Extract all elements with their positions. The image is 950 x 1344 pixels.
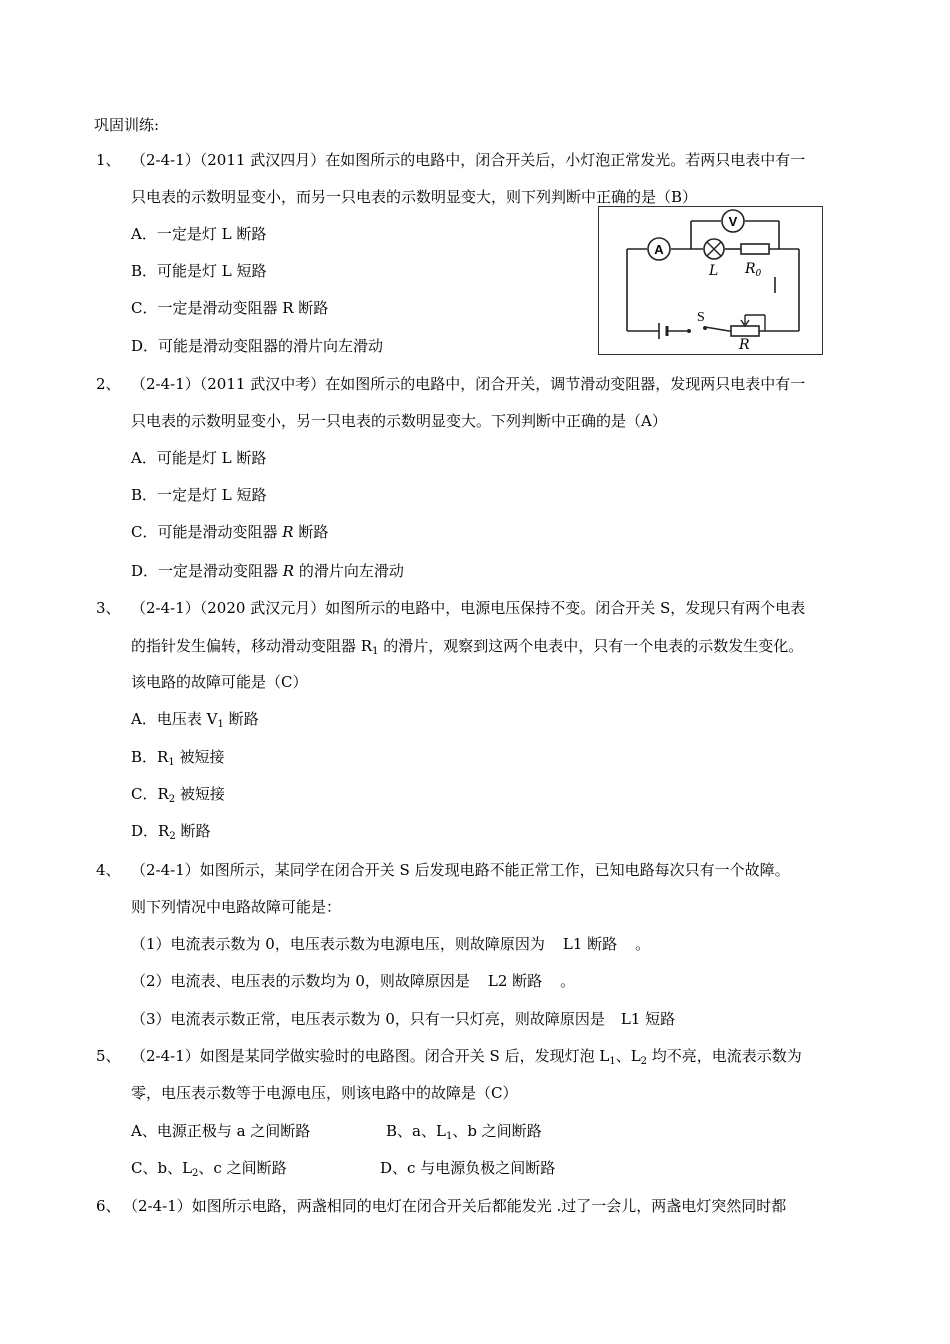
q2-option-d: D．一定是滑动变阻器 R 的滑片向左滑动 (131, 562, 404, 580)
q1-circuit-figure (598, 206, 823, 355)
rheostat-label: R (739, 337, 750, 353)
q5-stem-line1: （2-4-1）如图是某同学做实验时的电路图。闭合开关 S 后，发现灯泡 $L_1$、$L_2$ 均不亮，电流表示数为 (131, 1047, 802, 1067)
q5-option-d: D、c 与电源负极之间断路 (380, 1159, 556, 1177)
q6-number: 6、 (96, 1197, 121, 1215)
q1-number: 1、 (96, 151, 121, 169)
voltmeter-icon (722, 210, 744, 232)
q3-option-c: C．$R_2$ 被短接 (131, 785, 225, 805)
switch-label: S (697, 310, 705, 325)
section-title: 巩固训练: (94, 116, 160, 134)
q3-option-b: B．$R_1$ 被短接 (131, 748, 225, 768)
switch-contact-icon (687, 329, 691, 333)
q3-number: 3、 (96, 599, 121, 617)
q3-option-d: D．$R_2$ 断路 (131, 822, 211, 842)
q2-option-b: B．一定是灯 L 短路 (131, 486, 267, 504)
q4-subquestion-2: （2）电流表、电压表的示数均为 0，则故障原因是 L2 断路 。 (131, 972, 576, 990)
q1-option-a: A．一定是灯 L 断路 (131, 225, 267, 243)
ammeter-label: A (654, 242, 664, 257)
q2-number: 2、 (96, 375, 121, 393)
q3-stem-line3: 该电路的故障可能是（C） (131, 673, 308, 691)
q4-answer-3: L1 短路 (620, 1010, 676, 1028)
q1-stem-line2: 只电表的示数明显变小，而另一只电表的示数明显变大，则下列判断中正确的是（B） (131, 188, 698, 206)
q5-option-c: C、b、$L_2$、c 之间断路 (131, 1159, 287, 1179)
q4-answer-2: L2 断路 (487, 972, 543, 990)
q2-option-c: C．可能是滑动变阻器 R 断路 (131, 523, 329, 541)
q2-option-a: A．可能是灯 L 断路 (131, 449, 267, 467)
q1-stem-line1: （2-4-1）（2011 武汉四月）在如图所示的电路中，闭合开关后，小灯泡正常发光。若两只电表中有一 (131, 151, 806, 169)
q4-subquestion-1: （1）电流表示数为 0，电压表示数为电源电压，则故障原因为 L1 断路 。 (131, 935, 651, 953)
q3-option-a: A．电压表 $V_1$ 断路 (131, 710, 259, 730)
resistor-icon (741, 244, 769, 254)
q1-option-b: B．可能是灯 L 短路 (131, 262, 267, 280)
q3-stem-line2: 的指针发生偏转，移动滑动变阻器 $R_1$ 的滑片，观察到这两个电表中，只有一个电表的示数发生变化。 (131, 637, 804, 657)
q2-stem-line2: 只电表的示数明显变小，另一只电表的示数明显变大。下列判断中正确的是（A） (131, 412, 667, 430)
q4-subquestion-3: （3）电流表示数正常，电压表示数为 0，只有一只灯亮，则故障原因是 L1 短路 (131, 1010, 676, 1028)
lamp-icon (704, 239, 724, 259)
q4-number: 4、 (96, 861, 121, 879)
q1-option-d: D．可能是滑动变阻器的滑片向左滑动 (131, 337, 384, 355)
switch-contact-icon (703, 326, 707, 330)
q1-option-c: C．一定是滑动变阻器 R 断路 (131, 299, 329, 317)
lamp-label: L (709, 263, 719, 279)
q5-option-b: B、a、$L_1$、b 之间断路 (386, 1122, 542, 1142)
ammeter-icon (648, 238, 670, 260)
q4-stem-line1: （2-4-1）如图所示，某同学在闭合开关 S 后发现电路不能正常工作，已知电路每次只有一个故障。 (131, 861, 790, 879)
voltmeter-label: V (728, 214, 738, 229)
q5-stem-line2: 零，电压表示数等于电源电压，则该电路中的故障是（C） (131, 1084, 518, 1102)
q4-answer-1: L1 断路 (562, 935, 618, 953)
q3-stem-line1: （2-4-1）（2020 武汉元月）如图所示的电路中，电源电压保持不变。闭合开关 S，发现只有两个电表 (131, 599, 806, 617)
q6-stem-line1: （2-4-1）如图所示电路，两盏相同的电灯在闭合开关后都能发光 .过了一会儿，两盏电灯突然同时都 (123, 1197, 787, 1215)
q5-option-a: A、电源正极与 a 之间断路 (131, 1122, 311, 1140)
q5-number: 5、 (96, 1047, 121, 1065)
rheostat-icon (731, 315, 765, 336)
circuit-diagram (599, 207, 822, 354)
q4-stem-line2: 则下列情况中电路故障可能是： (131, 898, 342, 916)
resistor-label: $R_0$ (745, 261, 762, 279)
q2-stem-line1: （2-4-1）（2011 武汉中考）在如图所示的电路中，闭合开关，调节滑动变阻器，发现两只电表中有一 (131, 375, 806, 393)
